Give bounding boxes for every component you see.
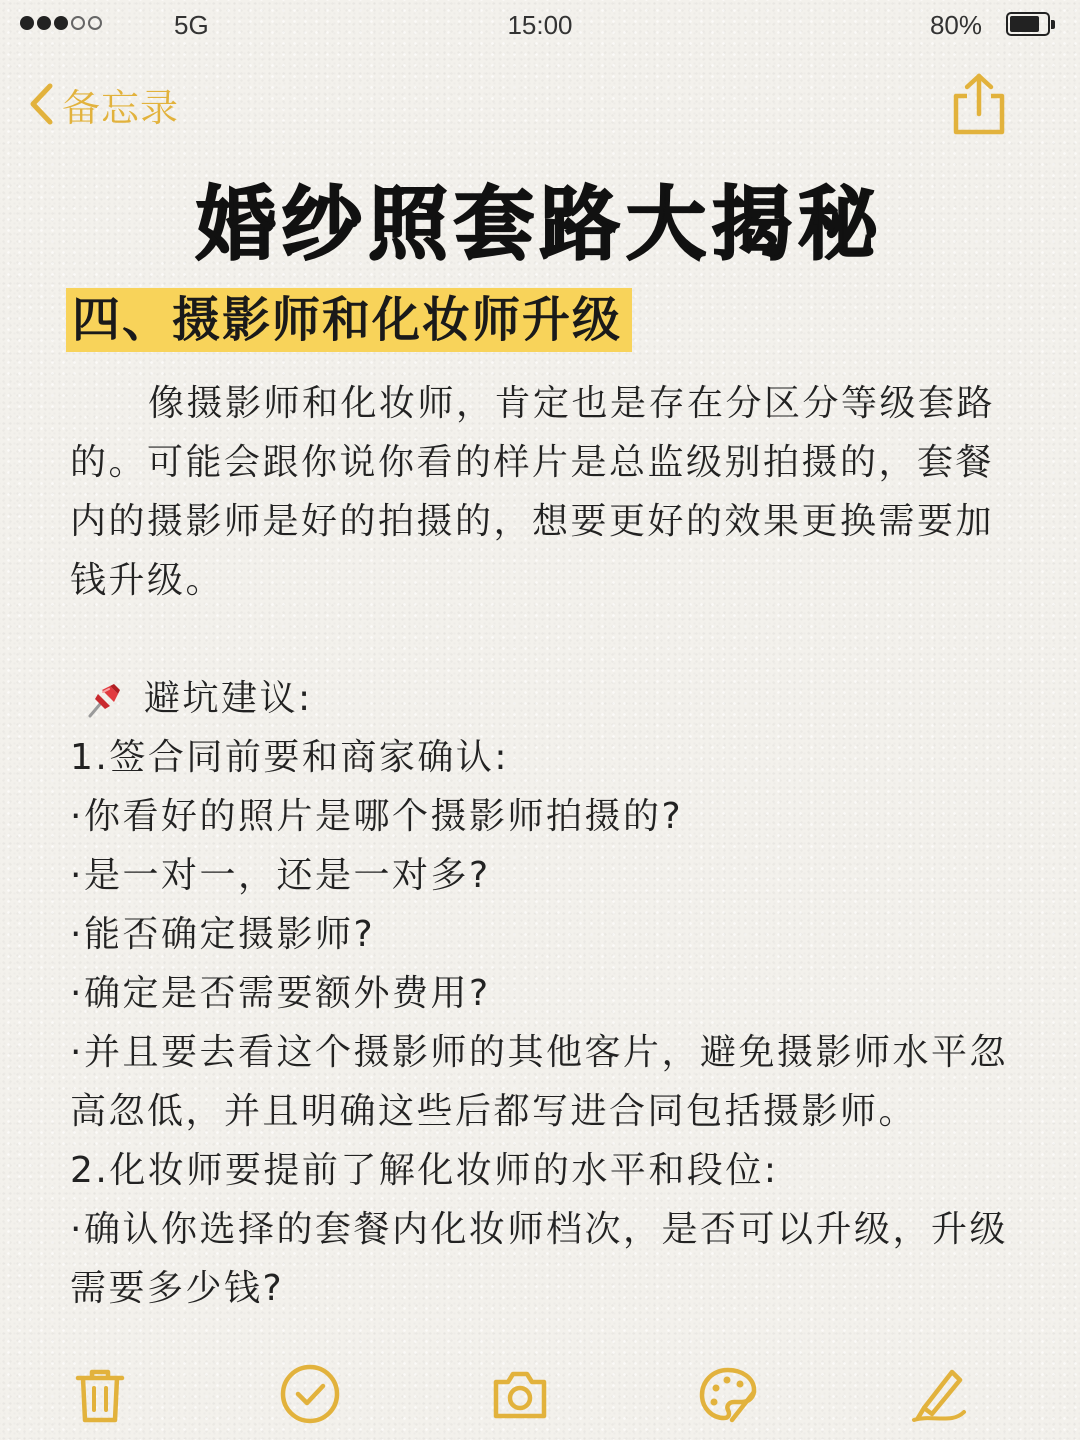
battery-fill — [1010, 16, 1039, 32]
trash-icon[interactable] — [68, 1362, 132, 1426]
battery-percent: 80% — [929, 10, 982, 40]
chevron-left-icon — [28, 82, 54, 126]
pen-icon[interactable] — [906, 1362, 970, 1426]
battery-icon — [1006, 12, 1050, 36]
list-item: ·确认你选择的套餐内化妆师档次，是否可以升级，升级需要多少钱? — [70, 1209, 1008, 1309]
list-item: 2.化妆师要提前了解化妆师的水平和段位: — [70, 1150, 779, 1191]
note-body[interactable] — [70, 374, 1030, 1318]
section-heading: 四、摄影师和化妆师升级 — [66, 288, 632, 352]
list-item: ·能否确定摄影师? — [70, 914, 376, 955]
note-title: 婚纱照套路大揭秘 — [196, 178, 884, 271]
tips-label: 避坑建议: — [144, 678, 313, 719]
back-button-label: 备忘录 — [62, 85, 180, 130]
bottom-toolbar — [0, 1362, 1080, 1434]
status-time: 15:00 — [507, 10, 573, 40]
list-item: ·确定是否需要额外费用? — [70, 973, 491, 1014]
network-type: 5G — [174, 10, 209, 40]
tips-heading — [70, 669, 1030, 728]
list-item: ·并且要去看这个摄影师的其他客片，避免摄影师水平忽高忽低，并且明确这些后都写进合同包括摄影师。 — [70, 1032, 1008, 1132]
battery-cap — [1051, 20, 1055, 29]
list-item: ·是一对一，还是一对多? — [70, 855, 491, 896]
camera-icon[interactable] — [488, 1362, 552, 1426]
palette-icon[interactable] — [696, 1362, 760, 1426]
pushpin-icon — [84, 679, 124, 719]
intro-paragraph: 像摄影师和化妆师，肯定也是存在分区分等级套路的。可能会跟你说你看的样片是总监级别拍摄的，套餐内的摄影师是好的拍摄的，想要更好的效果更换需要加钱升级。 — [70, 383, 996, 601]
back-button[interactable] — [28, 78, 179, 130]
blank-line — [70, 610, 1030, 669]
list-item: ·你看好的照片是哪个摄影师拍摄的? — [70, 796, 684, 837]
list-item: 1.签合同前要和商家确认: — [70, 737, 509, 778]
share-icon[interactable] — [948, 72, 1010, 136]
status-bar — [0, 0, 1080, 52]
checklist-icon[interactable] — [278, 1362, 342, 1426]
